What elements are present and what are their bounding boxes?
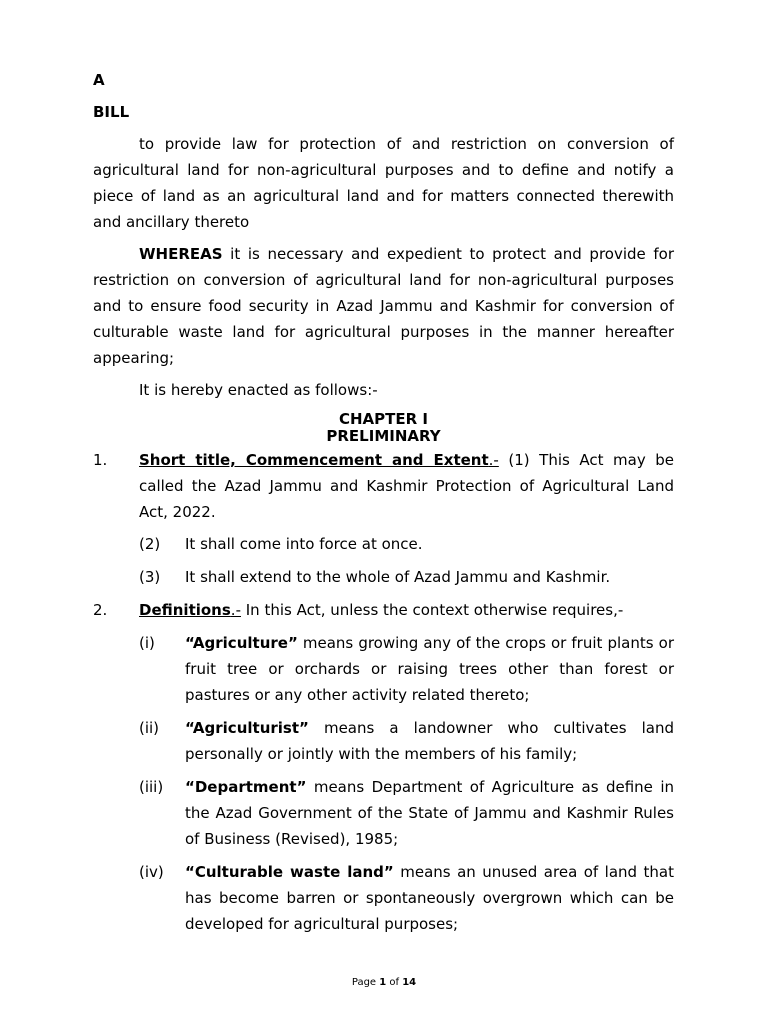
section-2 xyxy=(93,597,674,623)
section-2-text xyxy=(139,597,674,623)
whereas-paragraph xyxy=(93,241,674,371)
whereas-text: it is necessary and expedient to protect and provide for restriction on conversion of agricultural land for non-agricultural purposes and to ensure food security in Azad Jammu and Kashmir for conversion of culturable waste land for agricultural purposes in the manner hereafter appearing; xyxy=(93,245,674,367)
section-2-body: In this Act, unless the context otherwise requires,- xyxy=(240,601,624,619)
definition-meaning: means Department of Agriculture as define in the Azad Government of the State of Jammu and Kashmir Rules of Business (Revised), 1985; xyxy=(185,778,674,848)
footer-page-total: 14 xyxy=(402,977,417,988)
section-1-heading: Short title, Commencement and Extent xyxy=(139,451,489,469)
definition-meaning: means growing any of the crops or fruit plants or fruit tree or orchards or raising trees other than forest or pastures or any other activity related thereto; xyxy=(185,634,674,704)
section-1 xyxy=(93,447,674,525)
section-2-number: 2. xyxy=(93,601,108,619)
section-1-body: (1) This Act may be called the Azad Jammu and Kashmir Protection of Agricultural Land Act, 2022. xyxy=(139,451,674,521)
definition-term: “Agriculturist” xyxy=(185,719,309,737)
definition-item xyxy=(139,630,674,708)
definition-number: (iv) xyxy=(139,863,164,881)
whereas-label: WHEREAS xyxy=(139,245,223,263)
definition-item xyxy=(139,774,674,852)
page-footer xyxy=(0,977,768,988)
definition-item xyxy=(139,859,674,937)
definition-number: (i) xyxy=(139,634,155,652)
section-1-number: 1. xyxy=(93,451,108,469)
definition-term: “Culturable waste land” xyxy=(185,863,394,881)
enacting-clause: It is hereby enacted as follows:- xyxy=(139,381,378,399)
definition-meaning: means a landowner who cultivates land personally or jointly with the members of his family; xyxy=(185,719,674,763)
definition-text xyxy=(185,859,674,937)
definition-item xyxy=(139,715,674,767)
section-2-heading-suffix: .- xyxy=(230,601,241,619)
section-2-heading: Definitions xyxy=(139,601,231,619)
heading-a: A xyxy=(93,71,105,89)
section-1-sub-3 xyxy=(139,564,674,590)
definition-number: (iii) xyxy=(139,778,164,796)
footer-of-word: of xyxy=(386,977,403,988)
definition-term: “Department” xyxy=(185,778,307,796)
sub-3-text: It shall extend to the whole of Azad Jammu and Kashmir. xyxy=(185,568,611,586)
chapter-number: CHAPTER I xyxy=(339,410,428,428)
sub-3-number: (3) xyxy=(139,568,161,586)
section-1-sub-2 xyxy=(139,531,674,557)
preamble-paragraph: to provide law for protection of and restriction on conversion of agricultural land for non-agricultural purposes and to define and notify a piece of land as an agricultural land and for matters connected therewith and ancillary thereto xyxy=(93,135,674,231)
definition-term: “Agriculture” xyxy=(185,634,298,652)
definition-text xyxy=(185,715,674,767)
footer-page-number: 1 xyxy=(379,977,387,988)
footer-page-word: Page xyxy=(351,977,380,988)
definition-number: (ii) xyxy=(139,719,160,737)
definition-meaning: means an unused area of land that has become barren or spontaneously overgrown which can be developed for agricultural purposes; xyxy=(185,863,674,933)
definition-text xyxy=(185,774,674,852)
sub-2-text: It shall come into force at once. xyxy=(185,535,423,553)
chapter-title: PRELIMINARY xyxy=(326,427,441,445)
document-body xyxy=(93,67,674,937)
section-1-heading-suffix: .- xyxy=(488,451,499,469)
definition-text xyxy=(185,630,674,708)
sub-2-number: (2) xyxy=(139,535,161,553)
section-1-text xyxy=(139,447,674,525)
heading-bill: BILL xyxy=(93,103,130,121)
